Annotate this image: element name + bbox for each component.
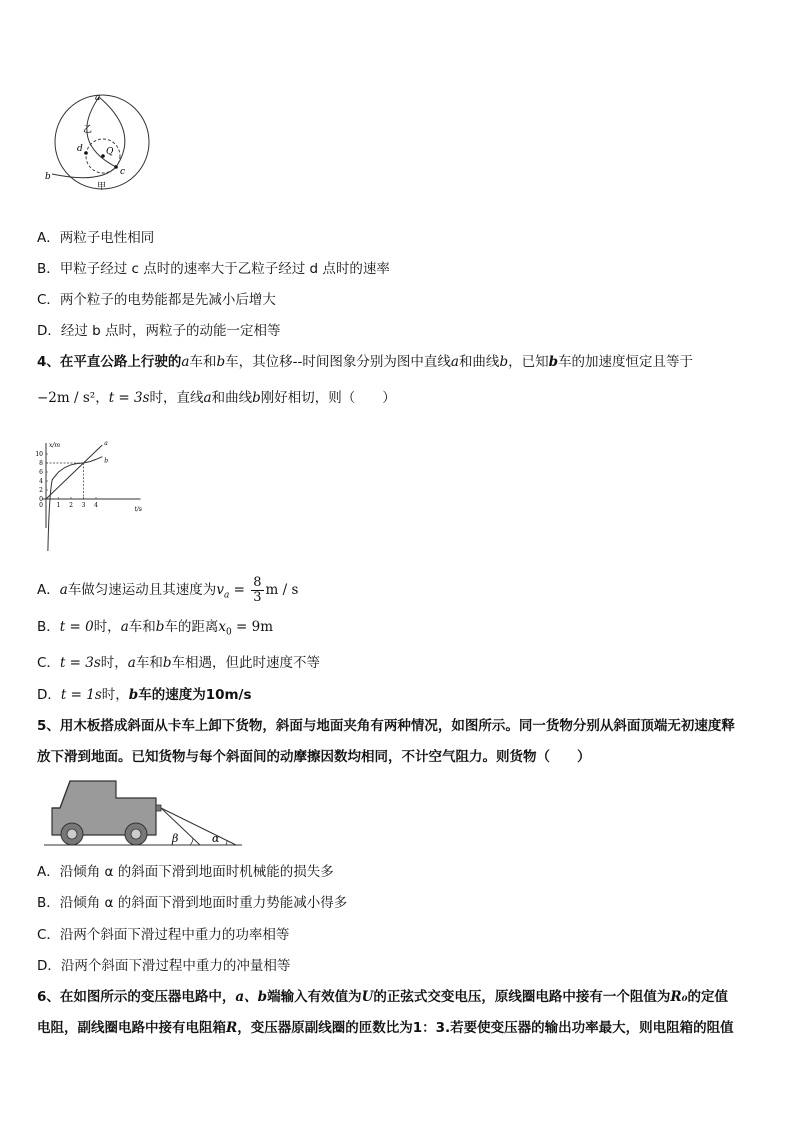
q4-option-a: A．a车做匀速运动且其速度为$v_a$ = $\frac{8}{3}$ m / s (37, 574, 299, 605)
q4-stem-line1: 4、在平直公路上行驶的a车和b车，其位移--时间图象分别为图中直线a和曲线b，已知b车的加速度恒定且等于 (37, 354, 694, 370)
fig3-label-b: b (45, 172, 51, 182)
x-axis-label: t/s (134, 506, 143, 513)
fig3-label-a: a (95, 93, 101, 103)
y-tick-label: 10 (35, 451, 43, 458)
y-axis-label: x/m (49, 442, 61, 449)
q3-option-d: D．经过 b 点时，两粒子的动能一定相等 (37, 323, 281, 339)
series-label-b: b (104, 457, 109, 465)
fig3-label-yi: 乙 (83, 125, 93, 135)
fig5-alpha: α (212, 832, 220, 845)
q4-stem-line2: −2m / s²，t = 3s时，直线a和曲线b刚好相切，则（ ） (37, 390, 396, 406)
y-tick-label: 2 (39, 487, 43, 494)
x-tick-label: 3 (81, 502, 86, 509)
fig3-label-c: c (120, 167, 126, 177)
series-line-a (46, 445, 102, 499)
q3-option-a: A．两粒子电性相同 (37, 230, 155, 246)
q5-option-a: A．沿倾角 α 的斜面下滑到地面时机械能的损失多 (37, 864, 334, 880)
q5-stem-line1: 5、用木板搭成斜面从卡车上卸下货物，斜面与地面夹角有两种情况，如图所示。同一货物分别从斜面顶端无初速度释 (37, 718, 735, 734)
q5-option-c: C．沿两个斜面下滑过程中重力的功率相等 (37, 927, 290, 943)
fig3-label-d: d (77, 144, 83, 154)
x-tick-label: 1 (56, 502, 61, 509)
x-tick-label: 4 (94, 502, 98, 509)
q3-option-b: B．甲粒子经过 c 点时的速率大于乙粒子经过 d 点时的速率 (37, 261, 390, 277)
q4-option-c: C．t = 3s时，a车和b车相遇，但此时速度不等 (37, 655, 320, 671)
q5-option-b: B．沿倾角 α 的斜面下滑到地面时重力势能减小得多 (37, 895, 348, 911)
q3-figure (40, 92, 160, 192)
origin-label: 0 (39, 502, 43, 509)
y-tick-label: 4 (39, 478, 43, 485)
fig3-label-q: Q (106, 147, 114, 157)
q4-chart (30, 425, 145, 555)
y-tick-label: 6 (39, 469, 43, 476)
q5-stem-line2: 放下滑到地面。已知货物与每个斜面间的动摩擦因数均相同，不计空气阻力。则货物（ ） (37, 749, 591, 765)
q6-line2: 电阻，副线圈电路中接有电阻箱R，变压器原副线圈的匝数比为1：3.若要使变压器的输出功率最大，则电阻箱的阻值 (37, 1020, 734, 1036)
q3-option-c: C．两个粒子的电势能都是先减小后增大 (37, 292, 276, 308)
q6-line1: 6、在如图所示的变压器电路中，a、b端输入有效值为U的正弦式交变电压，原线圈电路中接有一个阻值为R₀的定值 (37, 989, 729, 1005)
y-tick-label: 0 (39, 496, 43, 503)
series-label-a: a (104, 440, 108, 447)
q4-option-b: B．t = 0时，a车和b车的距离$x_0 = 9m$ (37, 619, 274, 638)
q5-option-d: D．沿两个斜面下滑过程中重力的冲量相等 (37, 958, 291, 974)
q4-option-d: D．t = 1s时，b车的速度为10m/s (37, 687, 252, 703)
y-tick-label: 8 (39, 460, 43, 467)
fig5-beta: β (172, 832, 179, 845)
x-tick-label: 2 (69, 502, 73, 509)
q5-figure (44, 778, 244, 850)
fig3-label-jia: 甲 (97, 182, 107, 192)
